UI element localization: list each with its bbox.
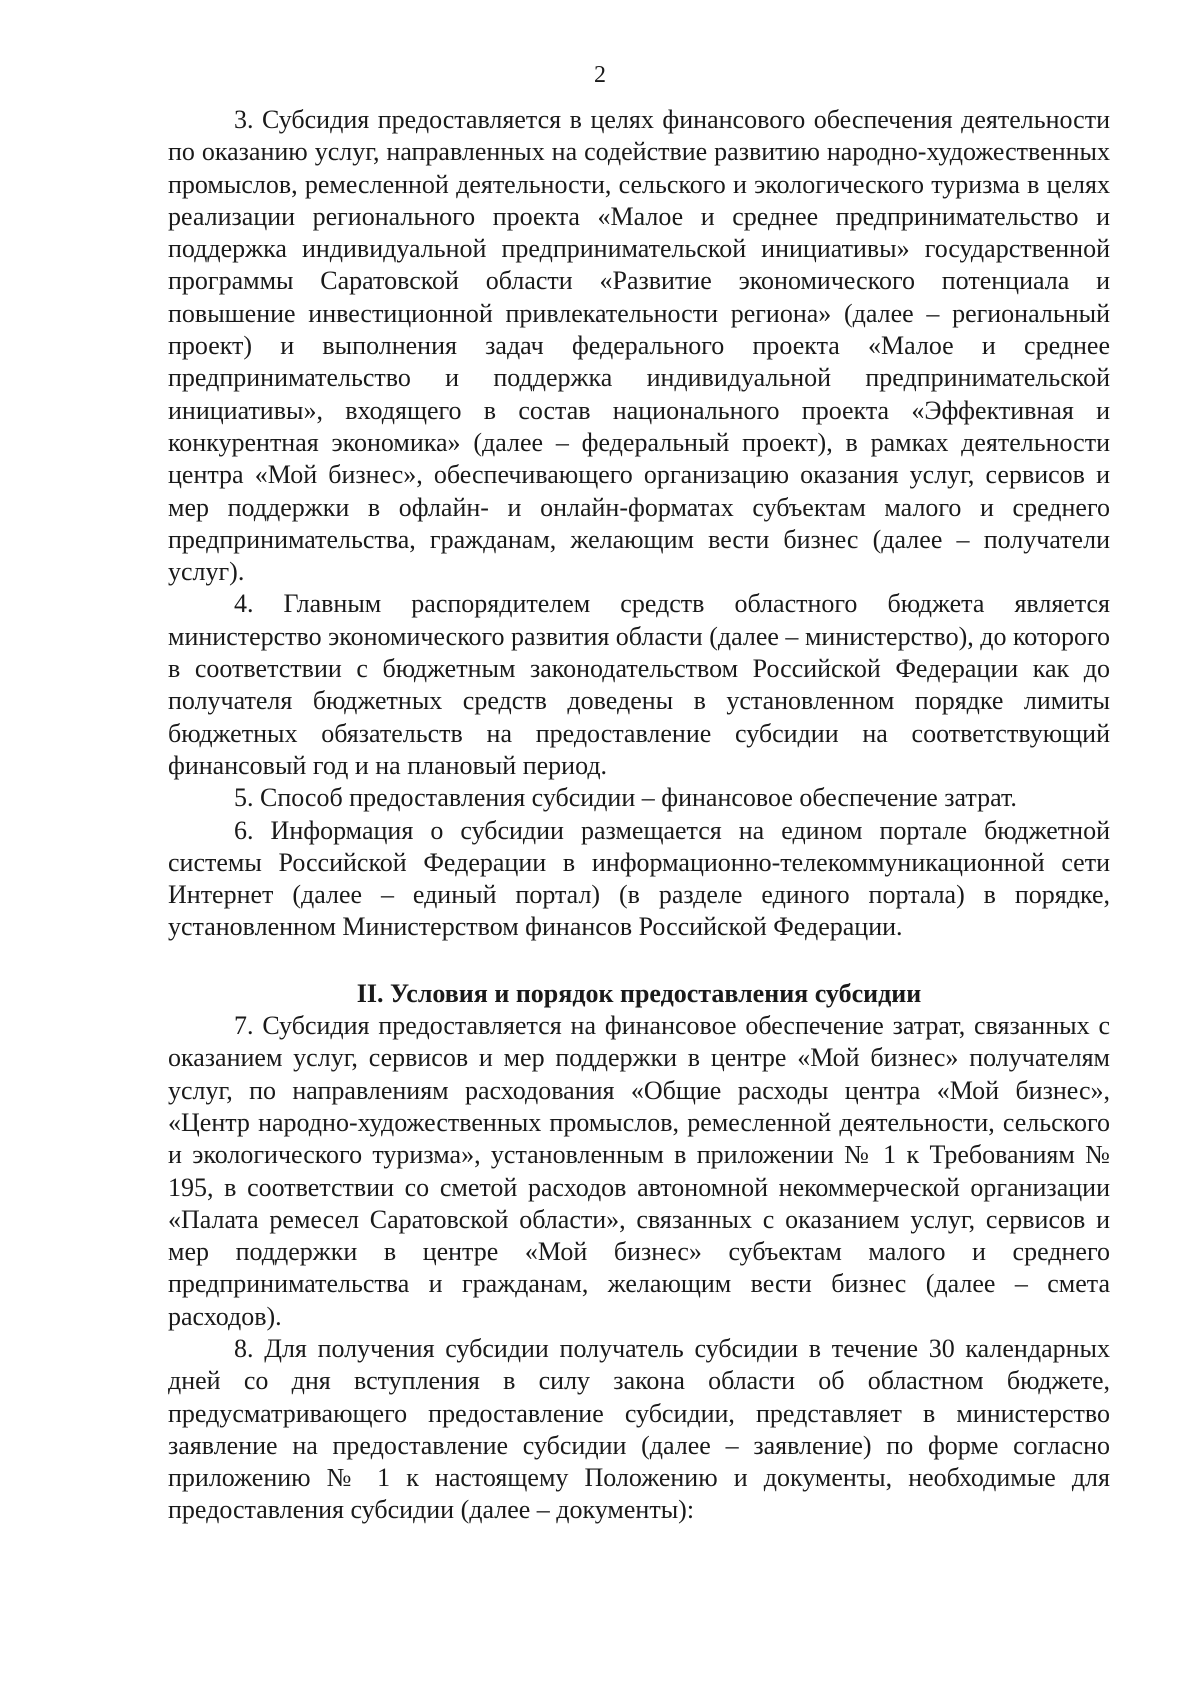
- section-title: II. Условия и порядок предоставления субсидии: [356, 978, 922, 1008]
- paragraph-6: 6. Информация о субсидии размещается на едином портале бюджетной системы Российской Федерации в информационно-телекоммуникационной сети Интернет (далее – единый портал) (в разделе единого портала) в порядке, установленном Министерством финансов Российской Федерации.: [168, 815, 1110, 942]
- paragraph-3: 3. Субсидия предоставляется в целях финансового обеспечения деятельности по оказанию услуг, направленных на содействие развитию народно-художественных промыслов, ремесленной деятельности, сельского и экологического туризма в целях реализации регионального проекта «Малое и среднее предпринимательство и поддержка индивидуальной предпринимательской инициативы» государственной программы Саратовской области «Развитие экономического потенциала и повышение инвестиционной привлекательности региона» (далее – региональный проект) и выполнения задач федерального проекта «Малое и среднее предпринимательство и поддержка индивидуальной предпринимательской инициативы», входящего в состав национального проекта «Эффективная и конкурентная экономика» (далее – федеральный проект), в рамках деятельности центра «Мой бизнес», обеспечивающего организацию оказания услуг, сервисов и мер поддержки в офлайн- и онлайн-форматах субъектам малого и среднего предпринимательства, гражданам, желающим вести бизнес (далее – получатели услуг).: [168, 105, 1110, 587]
- paragraph-5: 5. Способ предоставления субсидии – финансовое обеспечение затрат.: [234, 783, 1017, 813]
- paragraph-7: 7. Субсидия предоставляется на финансовое обеспечение затрат, связанных с оказанием услуг, сервисов и мер поддержки в центре «Мой бизнес» получателям услуг, по направлениям расходования «Общие расходы центра «Мой бизнес», «Центр народно-художественных промыслов, ремесленной деятельности, сельского и экологического туризма», установленным в приложении № 1 к Требованиям № 195, в соответствии со сметой расходов автономной некоммерческой организации «Палата ремесел Саратовской области», связанных с оказанием услуг, сервисов и мер поддержки в центре «Мой бизнес» субъектам малого и среднего предпринимательства и гражданам, желающим вести бизнес (далее – смета расходов).: [168, 1011, 1110, 1331]
- paragraph-4: 4. Главным распорядителем средств областного бюджета является министерство экономического развития области (далее – министерство), до которого в соответствии с бюджетным законодательством Российской Федерации как до получателя бюджетных средств доведены в установленном порядке лимиты бюджетных обязательств на предоставление субсидии на соответствующий финансовый год и на плановый период.: [168, 589, 1110, 780]
- paragraph-8: 8. Для получения субсидии получатель субсидии в течение 30 календарных дней со дня вступления в силу закона области об областном бюджете, предусматривающего предоставление субсидии, представляет в министерство заявление на предоставление субсидии (далее – заявление) по форме согласно приложению № 1 к настоящему Положению и документы, необходимые для предоставления субсидии (далее – документы):: [168, 1333, 1110, 1525]
- page-number: 2: [594, 62, 606, 88]
- document-body: [168, 104, 1110, 1527]
